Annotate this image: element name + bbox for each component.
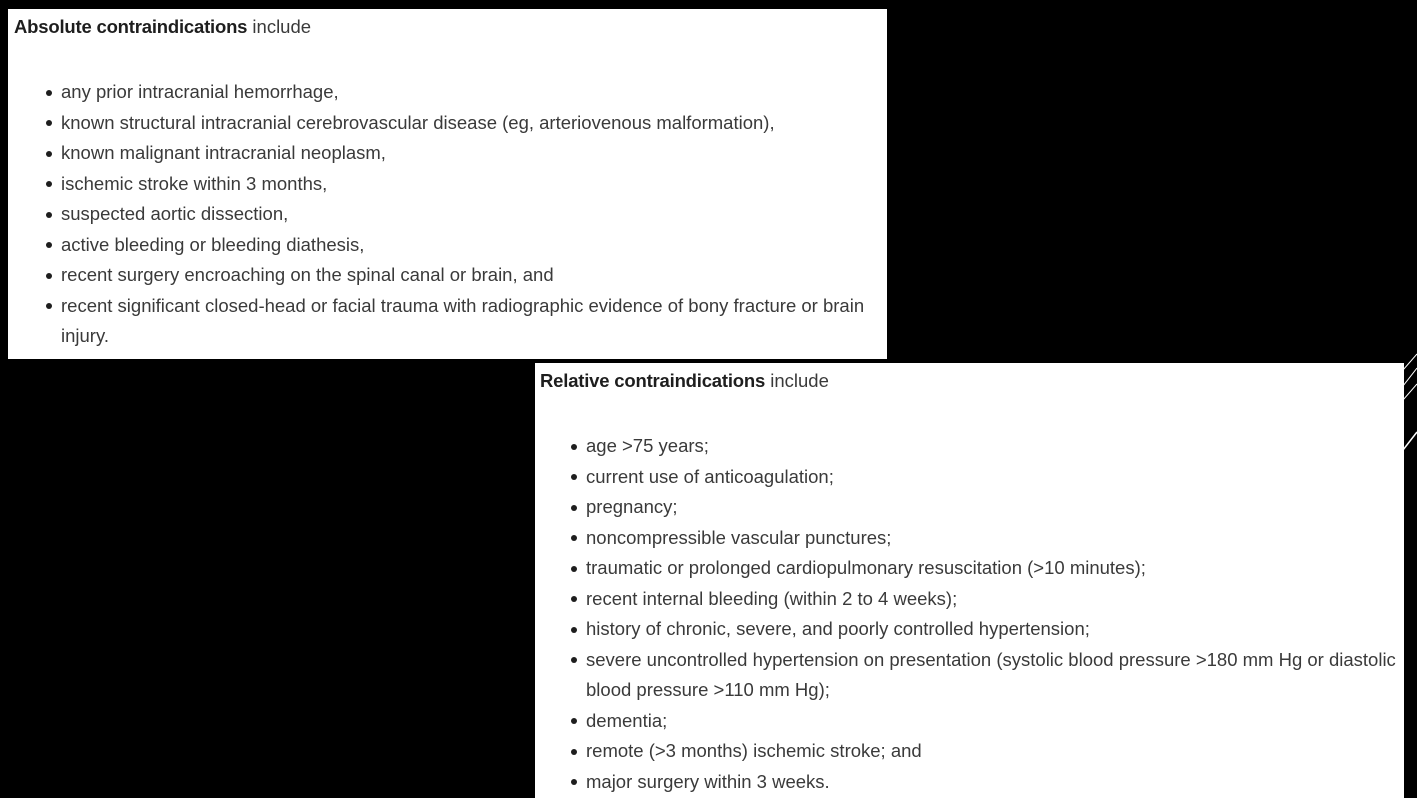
heading-rest-text: include (247, 16, 312, 37)
relative-contraindications-list (540, 431, 1404, 797)
list-item: traumatic or prolonged cardiopulmonary resuscitation (>10 minutes); (586, 553, 1404, 584)
list-item: history of chronic, severe, and poorly controlled hypertension; (586, 614, 1404, 645)
heading-bold-text: Relative contraindications (540, 370, 766, 391)
heading-bold-text: Absolute contraindications (14, 16, 248, 37)
list-item: remote (>3 months) ischemic stroke; and (586, 736, 1404, 767)
list-item: active bleeding or bleeding diathesis, (61, 230, 887, 261)
list-item: any prior intracranial hemorrhage, (61, 77, 887, 108)
list-item: current use of anticoagulation; (586, 462, 1404, 493)
list-item: dementia; (586, 706, 1404, 737)
list-item: suspected aortic dissection, (61, 199, 887, 230)
list-item: recent significant closed-head or facial trauma with radiographic evidence of bony fracture or brain injury. (61, 291, 887, 352)
relative-contraindications-heading (540, 369, 1404, 393)
list-item: age >75 years; (586, 431, 1404, 462)
absolute-contraindications-panel (8, 9, 887, 359)
list-item: major surgery within 3 weeks. (586, 767, 1404, 798)
list-item: recent internal bleeding (within 2 to 4 weeks); (586, 584, 1404, 615)
relative-contraindications-panel (535, 363, 1404, 798)
list-item: known malignant intracranial neoplasm, (61, 138, 887, 169)
absolute-contraindications-heading (14, 15, 887, 39)
decorative-diagonal-lines (1403, 340, 1417, 460)
absolute-contraindications-list (14, 77, 887, 352)
list-item: noncompressible vascular punctures; (586, 523, 1404, 554)
list-item: known structural intracranial cerebrovascular disease (eg, arteriovenous malformation), (61, 108, 887, 139)
heading-rest-text: include (765, 370, 829, 391)
list-item: ischemic stroke within 3 months, (61, 169, 887, 200)
list-item: severe uncontrolled hypertension on presentation (systolic blood pressure >180 mm Hg or diastolic blood pressure >110 mm Hg); (586, 645, 1404, 706)
list-item: pregnancy; (586, 492, 1404, 523)
list-item: recent surgery encroaching on the spinal canal or brain, and (61, 260, 887, 291)
